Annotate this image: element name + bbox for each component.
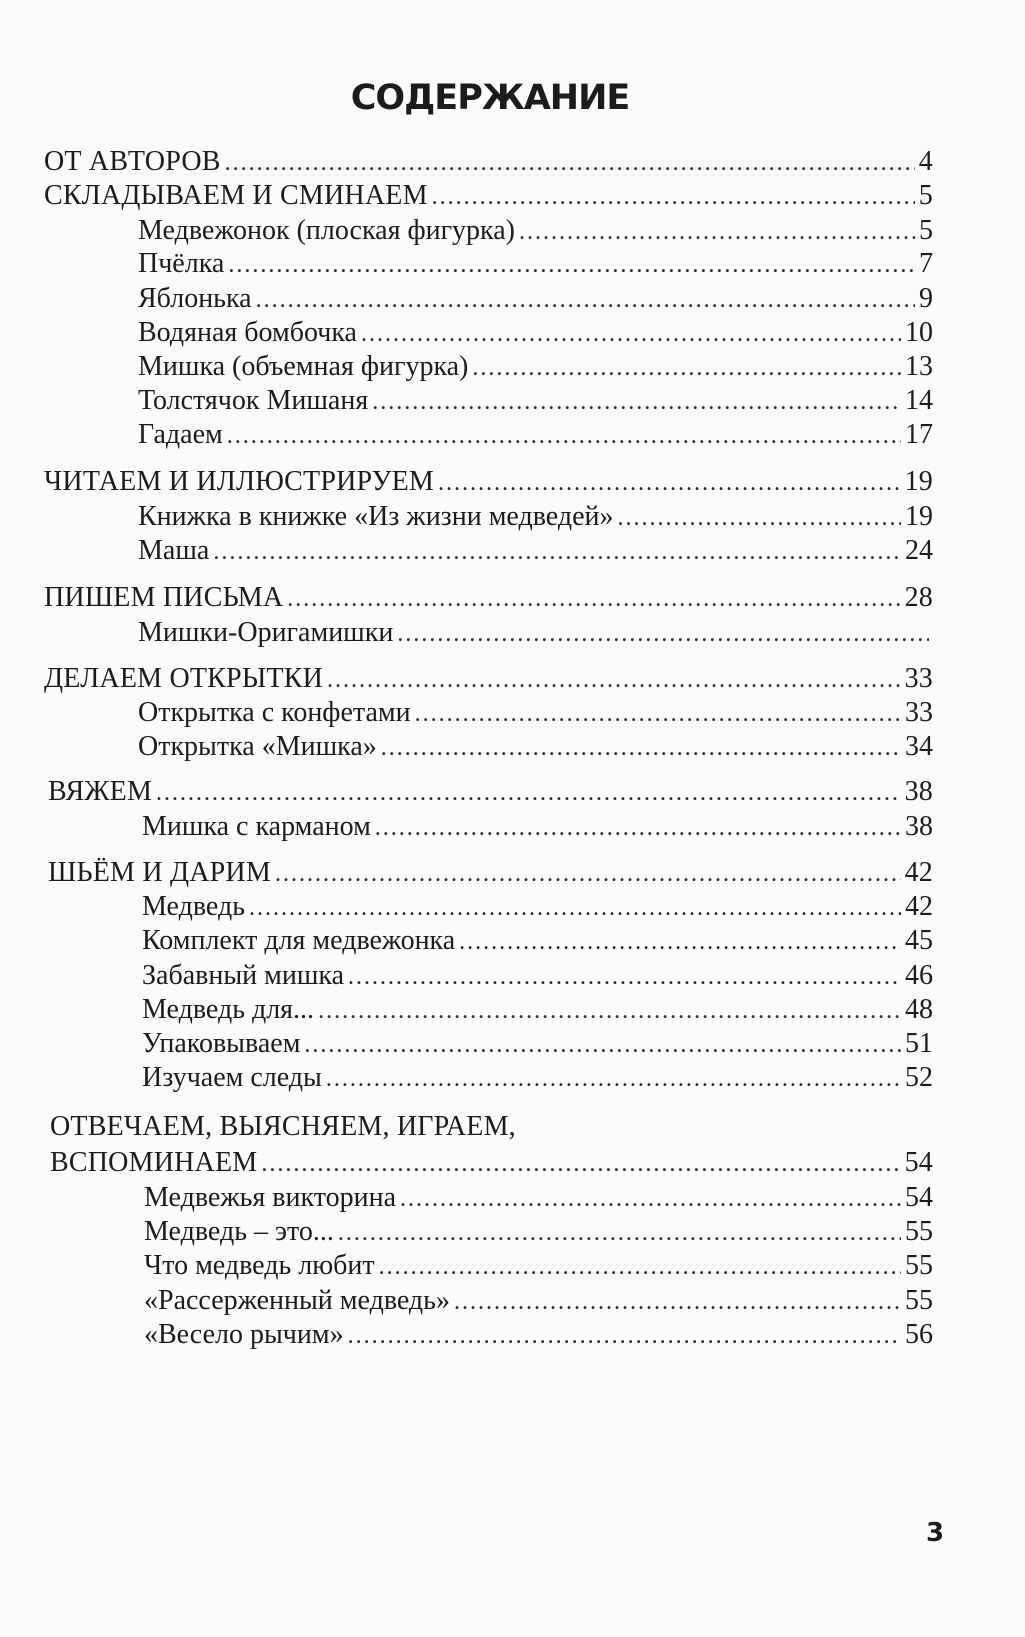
toc-entry-title: Мишка с карманом (142, 811, 371, 842)
toc-entry-title: Книжка в книжке «Из жизни медведей» (138, 501, 614, 532)
toc-entry-page: 24 (905, 535, 933, 566)
dot-leader (275, 858, 901, 890)
toc-entry-title: Изучаем следы (142, 1062, 322, 1093)
dot-leader (397, 618, 929, 650)
dot-leader (213, 536, 901, 568)
dot-leader (519, 216, 915, 248)
toc-entry-title: Забавный мишка (142, 960, 345, 991)
toc-item (138, 248, 933, 280)
toc-item (144, 1319, 933, 1351)
dot-leader (326, 1063, 901, 1095)
toc-item (142, 994, 933, 1026)
toc-item (138, 215, 933, 247)
toc-item (138, 535, 933, 567)
toc-entry-title: Мишка (объемная фигурка) (138, 351, 469, 382)
toc-item (142, 891, 933, 923)
toc-item (142, 1028, 933, 1060)
toc-entry-page: 4 (918, 146, 933, 177)
toc-entry-page: 55 (905, 1285, 933, 1316)
toc-entry-page: 45 (905, 925, 933, 956)
toc-entry-page: 17 (905, 419, 933, 450)
toc-item (138, 617, 933, 649)
toc-section (44, 466, 933, 498)
dot-leader (156, 777, 901, 809)
toc-entry-page: 5 (919, 215, 933, 246)
toc-entry-page: 33 (904, 663, 933, 694)
toc-item (138, 351, 933, 383)
toc-entry-page: 48 (905, 994, 933, 1025)
toc-entry-page: 55 (905, 1250, 933, 1281)
toc-entry-title: ВСПОМИНАЕМ (50, 1147, 258, 1178)
toc-item (138, 385, 933, 417)
toc-item (142, 1062, 933, 1094)
toc-item (138, 283, 933, 315)
toc-item (138, 731, 933, 763)
dot-leader (225, 147, 915, 179)
toc-entry-page: 38 (904, 776, 933, 807)
toc-entry-page: 52 (905, 1062, 933, 1093)
dot-leader (381, 732, 901, 764)
page-title: СОДЕРЖАНИЕ (350, 78, 630, 118)
toc-entry-page: 5 (918, 180, 933, 211)
dot-leader (379, 1251, 901, 1283)
toc-entry-title: Яблонька (138, 283, 252, 314)
toc-entry-page: 34 (905, 731, 933, 762)
toc-section (48, 776, 933, 808)
dot-leader (348, 961, 901, 993)
toc-entry-title: Мишки-Оригамишки (138, 617, 394, 648)
toc-section (50, 1111, 933, 1143)
toc-section (44, 146, 933, 178)
dot-leader (287, 583, 900, 615)
toc-entry-page: 55 (905, 1216, 933, 1247)
toc-entry-title: ОТ АВТОРОВ (44, 146, 221, 177)
toc-entry-title: Медвежонок (плоская фигурка) (138, 215, 515, 246)
toc-entry-title: Медвежья викторина (144, 1182, 397, 1213)
toc-entry-title: Открытка «Мишка» (138, 731, 377, 762)
toc-item (142, 925, 933, 957)
toc-entry-title: Пчёлка (138, 248, 225, 279)
toc-entry-page: 54 (904, 1147, 933, 1178)
dot-leader (438, 467, 901, 499)
toc-entry-page: 46 (905, 960, 933, 991)
toc-section (48, 857, 933, 889)
toc-item (144, 1285, 933, 1317)
toc-entry-page: 14 (905, 385, 933, 416)
dot-leader (361, 318, 901, 350)
toc-section (44, 663, 933, 695)
toc-item (144, 1216, 933, 1248)
toc-entry-page: 51 (905, 1028, 933, 1059)
dot-leader (400, 1183, 901, 1215)
toc-section (50, 1147, 933, 1179)
toc-item (138, 501, 933, 533)
toc-entry-page: 33 (905, 697, 933, 728)
toc-entry-title: Водяная бомбочка (138, 317, 357, 348)
dot-leader (227, 420, 901, 452)
toc-section (44, 582, 933, 614)
dot-leader (327, 664, 901, 696)
toc-entry-title: Открытка с конфетами (138, 697, 411, 728)
toc-entry-title: ДЕЛАЕМ ОТКРЫТКИ (44, 663, 324, 694)
dot-leader (454, 1286, 901, 1318)
toc-entry-title: Упаковываем (142, 1028, 301, 1059)
toc-entry-title: Толстячок Мишаня (138, 385, 369, 416)
toc-entry-title: Что медведь любит (144, 1250, 375, 1281)
toc-entry-title: СКЛАДЫВАЕМ И СМИНАЕМ (44, 180, 428, 211)
toc-entry-title: Маша (138, 535, 210, 566)
dot-leader (432, 181, 915, 213)
toc-entry-page: 9 (919, 283, 933, 314)
toc-item (144, 1182, 933, 1214)
toc-item (142, 811, 933, 843)
toc-entry-page: 7 (919, 248, 933, 279)
dot-leader (459, 926, 901, 958)
dot-leader (228, 249, 915, 281)
dot-leader (318, 995, 901, 1027)
dot-leader (415, 698, 901, 730)
toc-entry-page: 28 (904, 582, 933, 613)
dot-leader (256, 284, 915, 316)
toc-entry-page: 10 (905, 317, 933, 348)
toc-entry-page: 38 (905, 811, 933, 842)
dot-leader (618, 502, 901, 534)
toc-entry-title: ЧИТАЕМ И ИЛЛЮСТРИРУЕМ (44, 466, 435, 497)
toc-item (138, 317, 933, 349)
toc-item (142, 960, 933, 992)
toc-entry-page: 42 (904, 857, 933, 888)
toc-item (144, 1250, 933, 1282)
dot-leader (261, 1148, 900, 1180)
toc-entry-title: Медведь для... (142, 994, 315, 1025)
toc-entry-title: ОТВЕЧАЕМ, ВЫЯСНЯЕМ, ИГРАЕМ, (50, 1111, 516, 1142)
toc-entry-page: 19 (904, 466, 933, 497)
toc-entry-title: ПИШЕМ ПИСЬМА (44, 582, 284, 613)
toc-entry-page: 56 (905, 1319, 933, 1350)
toc-entry-title: ВЯЖЕМ (48, 776, 153, 807)
toc-entry-title: «Весело рычим» (144, 1319, 344, 1350)
dot-leader (372, 386, 901, 418)
toc-entry-title: Комплект для медвежонка (142, 925, 456, 956)
toc-entry-title: Гадаем (138, 419, 223, 450)
toc-section (44, 180, 933, 212)
toc-entry-title: ШЬЁМ И ДАРИМ (48, 857, 271, 888)
toc-entry-title: Медведь (142, 891, 245, 922)
dot-leader (338, 1217, 901, 1249)
dot-leader (375, 812, 901, 844)
dot-leader (249, 892, 901, 924)
dot-leader (348, 1320, 901, 1352)
toc-entry-page: 13 (905, 351, 933, 382)
toc-item (138, 419, 933, 451)
page-number: 3 (926, 1518, 945, 1548)
toc-entry-title: Медведь – это... (144, 1216, 334, 1247)
dot-leader (304, 1029, 901, 1061)
toc-entry-title: «Рассерженный медведь» (144, 1285, 450, 1316)
dot-leader (472, 352, 901, 384)
toc-entry-page: 42 (905, 891, 933, 922)
toc-item (138, 697, 933, 729)
toc-entry-page: 54 (905, 1182, 933, 1213)
toc-entry-page: 19 (905, 501, 933, 532)
